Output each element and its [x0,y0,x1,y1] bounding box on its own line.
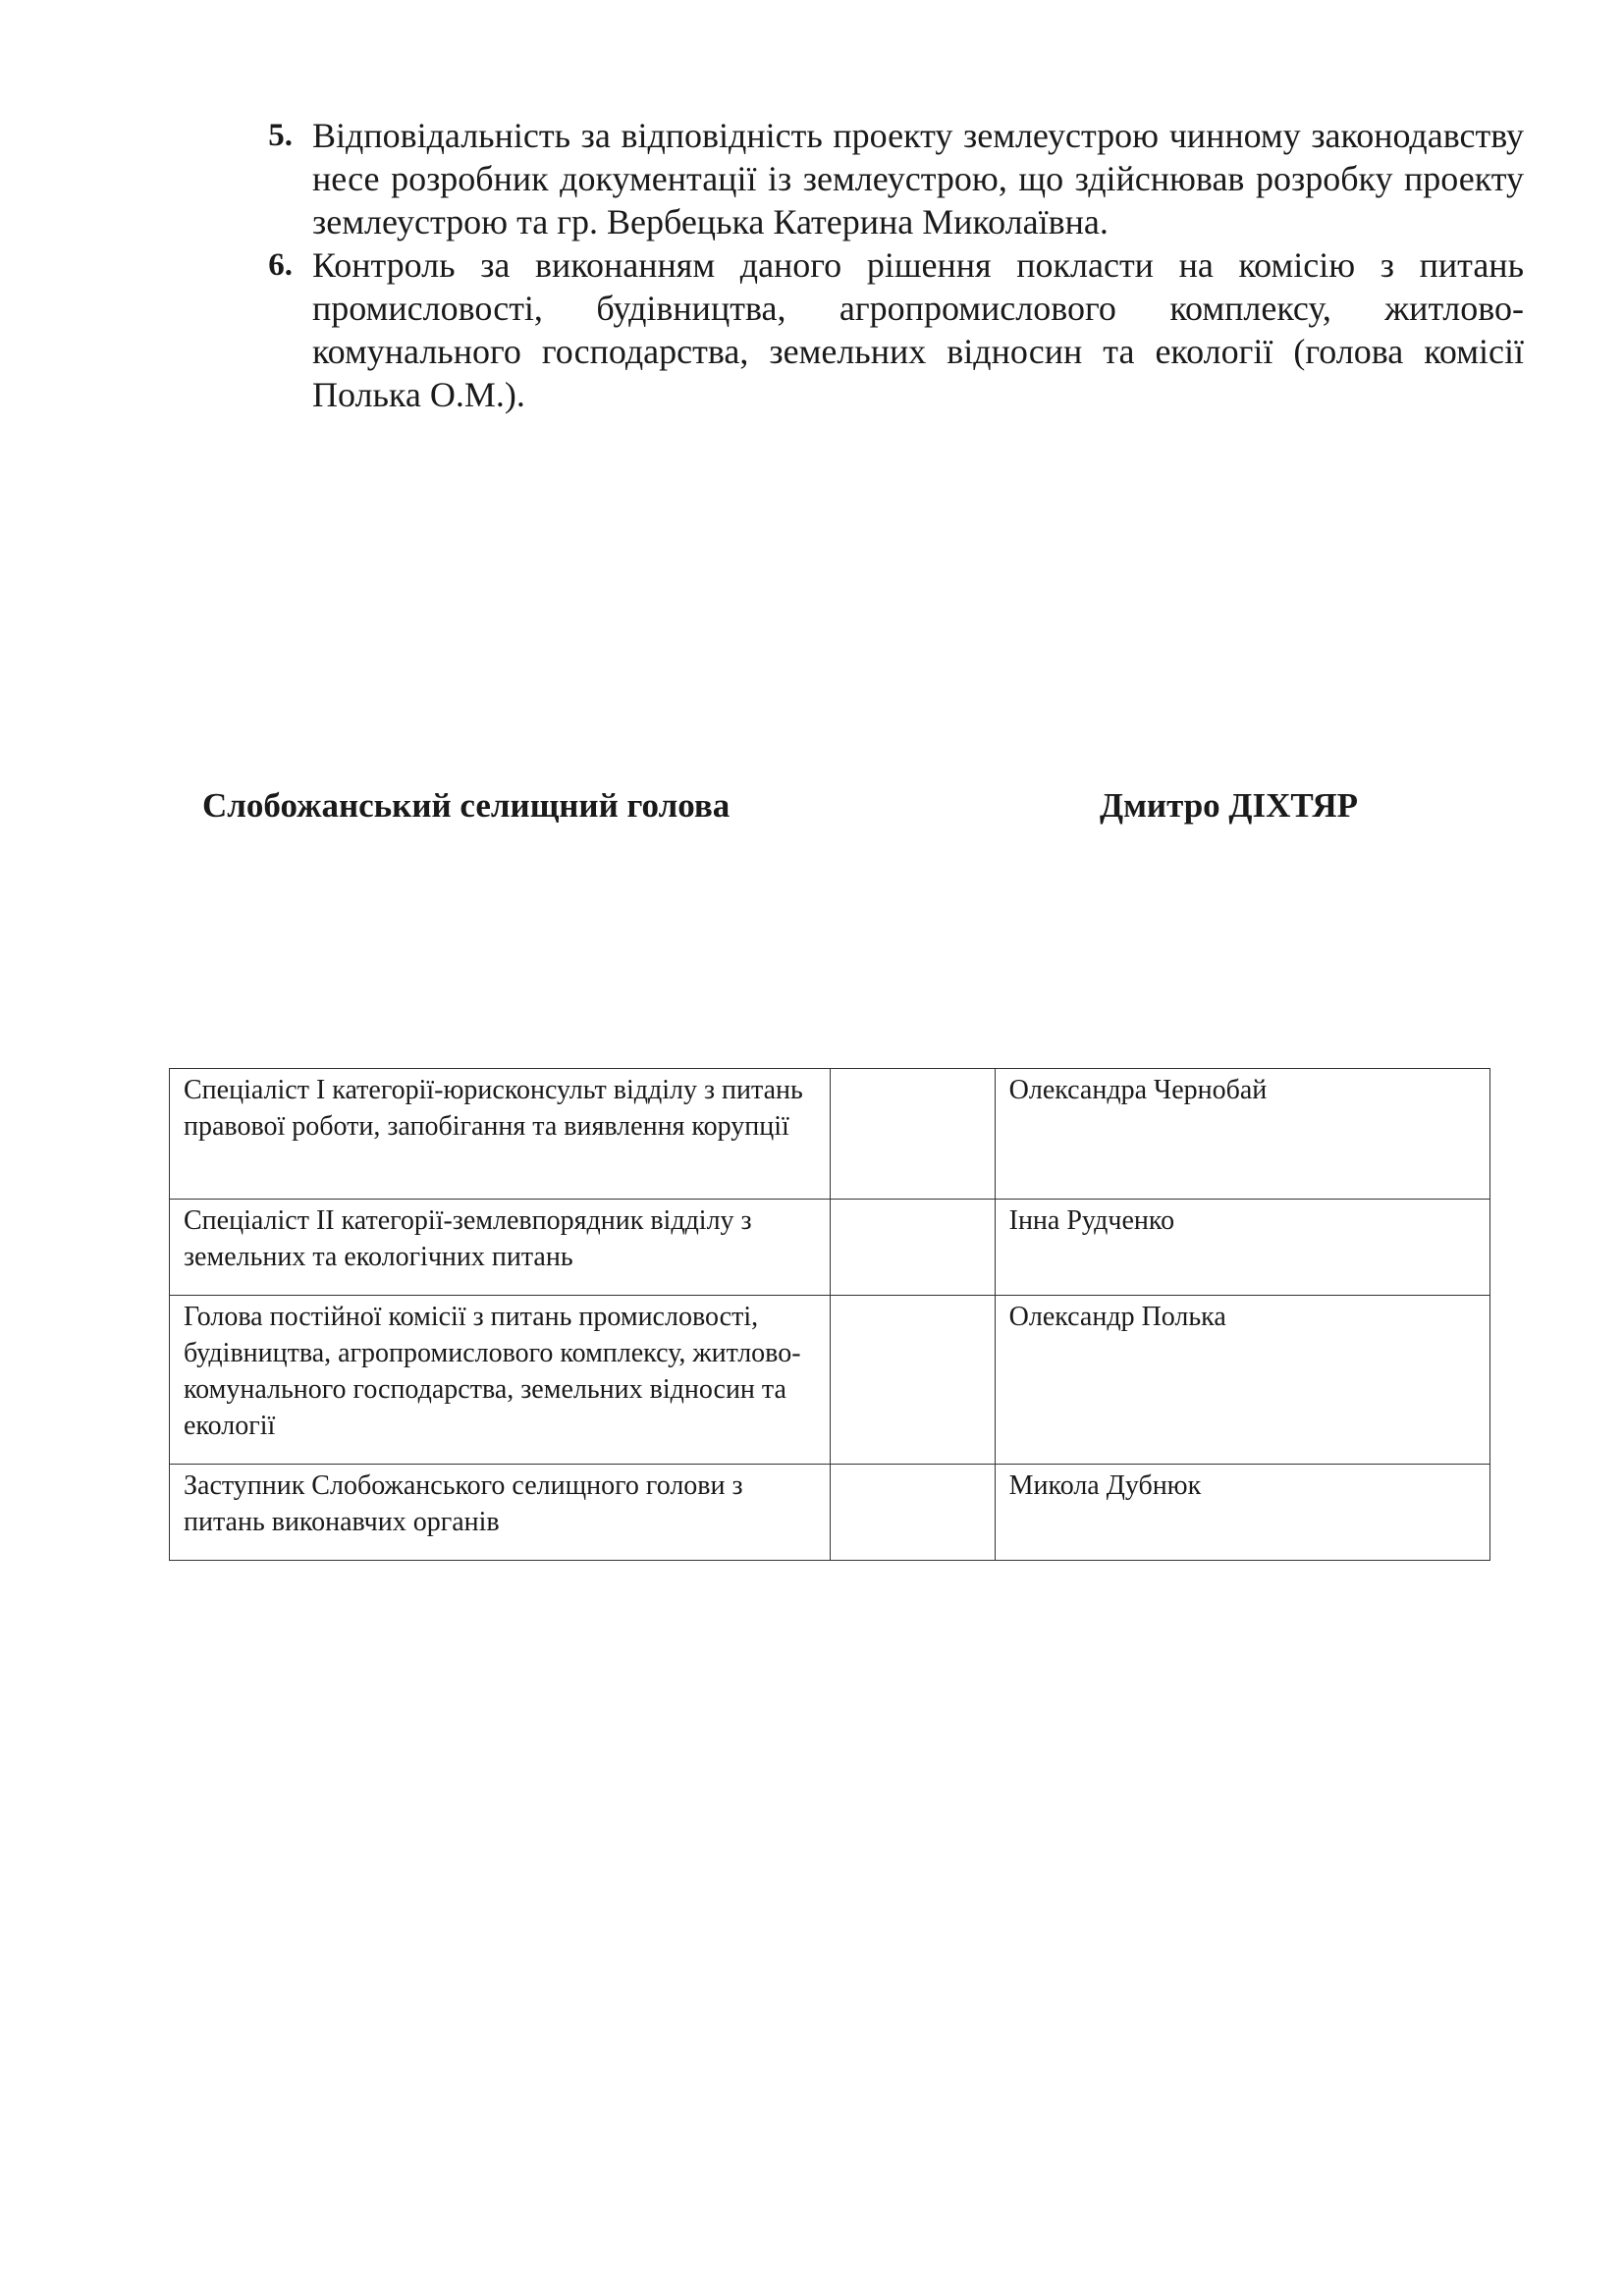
item-text: Відповідальність за відповідність проекту землеустрою чинному законодавству несе розробник документації із землеустрою, що здійснював розробку проекту землеустрою та гр. Вербецька Катерина Миколаївна. [312,116,1524,241]
approver-position: Спеціаліст І категорії-юрисконсульт відділу з питань правової роботи, запобігання та виявлення корупції [170,1069,831,1200]
item-number: 5. [268,118,293,153]
approver-signature-cell [830,1465,995,1561]
decision-item [238,114,1524,243]
approver-position: Спеціаліст ІІ категорії-землевпорядник відділу з земельних та екологічних питань [170,1200,831,1296]
approver-position: Заступник Слобожанського селищного голови з питань виконавчих органів [170,1465,831,1561]
signature-block [202,782,1410,829]
table-row [170,1069,1490,1200]
approver-signature-cell [830,1200,995,1296]
approver-name: Олександр Полька [995,1296,1489,1465]
table-row [170,1200,1490,1296]
decision-item [238,243,1524,416]
table-row [170,1465,1490,1561]
approver-signature-cell [830,1069,995,1200]
table-row [170,1296,1490,1465]
decision-items [238,114,1524,416]
signatory-name: Дмитро ДІХТЯР [1100,786,1359,825]
signatory-role: Слобожанський селищний голова [202,786,731,825]
item-text: Контроль за виконанням даного рішення покласти на комісію з питань промисловості, будівництва, агропромислового комплексу, житлово-комунального господарства, земельних відносин та екології (голова комісії Полька О.М.). [312,245,1524,414]
approver-name: Інна Рудченко [995,1200,1489,1296]
approver-signature-cell [830,1296,995,1465]
item-number: 6. [268,247,293,283]
approver-name: Олександра Чернобай [995,1069,1489,1200]
approval-table [169,1068,1490,1561]
approver-position: Голова постійної комісії з питань промисловості, будівництва, агропромислового комплексу, житлово-комунального господарства, земельних відносин та екології [170,1296,831,1465]
approver-name: Микола Дубнюк [995,1465,1489,1561]
